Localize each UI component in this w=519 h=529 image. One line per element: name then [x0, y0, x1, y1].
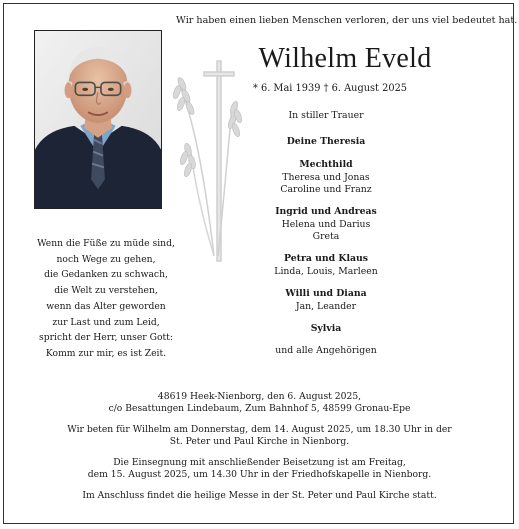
mourner-member: Jan, Leander — [295, 301, 357, 312]
mourners-list — [256, 110, 396, 357]
poem-line: Komm zur mir, es ist Zeit. — [45, 347, 167, 359]
service-details — [20, 391, 499, 511]
mourner-group — [256, 205, 396, 243]
address-block — [20, 391, 499, 415]
poem-line: zur Last und zum Leid, — [52, 316, 160, 328]
mourner-member: Greta — [312, 231, 340, 242]
mourner-member: Theresa und Jonas — [282, 172, 370, 183]
life-dates: * 6. Mai 1939 † 6. August 2025 — [252, 83, 408, 94]
poem-line: die Gedanken zu schwach, — [44, 269, 168, 281]
mourner-group-head: Mechthild — [299, 159, 353, 170]
deceased-name: Wilhelm Eveld — [258, 43, 432, 74]
poem — [18, 236, 194, 362]
mourner-group-head: Sylvia — [310, 323, 342, 334]
prayer-line: St. Peter und Paul Kirche in Nienborg. — [169, 436, 350, 447]
portrait-image — [35, 31, 161, 208]
prayer-line: Wir beten für Wilhelm am Donnerstag, dem 14. August 2025, um 18.30 Uhr in der — [67, 424, 452, 435]
mourner-member: Helena und Darius — [281, 219, 371, 230]
mourner-group-head: Willi und Diana — [285, 288, 367, 299]
blessing-block — [20, 457, 499, 481]
mourner-group — [256, 135, 396, 149]
blessing-line: dem 15. August 2025, um 14.30 Uhr in der Friedhofskapelle in Nienborg. — [87, 469, 432, 480]
mourner-member: Linda, Louis, Marleen — [274, 266, 378, 277]
mourner-group — [256, 287, 396, 313]
mass-block — [20, 490, 499, 502]
address-line: 48619 Heek-Nienborg, den 6. August 2025, — [157, 391, 362, 402]
blessing-line: Die Einsegnung mit anschließender Beisetzung ist am Freitag, — [113, 457, 406, 468]
mourner-group — [256, 158, 396, 196]
poem-line: spricht der Herr, unser Gott: — [39, 332, 173, 344]
mourning-closing: und alle Angehörigen — [275, 345, 377, 356]
mass-line: Im Anschluss findet die heilige Messe in der St. Peter und Paul Kirche statt. — [82, 490, 437, 501]
prayer-block — [20, 424, 499, 448]
mourner-member: Caroline und Franz — [280, 184, 372, 195]
poem-line: noch Wege zu gehen, — [56, 253, 156, 265]
mourner-group-head: Petra und Klaus — [284, 253, 368, 264]
poem-line: wenn das Alter geworden — [46, 300, 166, 312]
mourner-group-head: Deine Theresia — [286, 136, 366, 147]
portrait-photo — [34, 30, 162, 209]
poem-line: die Welt zu verstehen, — [54, 285, 158, 297]
mourner-group — [256, 322, 396, 336]
mourner-group — [256, 252, 396, 278]
intro-text: Wir haben einen lieben Menschen verloren, der uns viel bedeutet hat. — [176, 15, 518, 26]
poem-line: Wenn die Füße zu müde sind, — [37, 238, 175, 249]
mourner-group-head: Ingrid und Andreas — [275, 206, 377, 217]
address-line: c/o Besattungen Lindebaum, Zum Bahnhof 5, 48599 Gronau-Epe — [108, 403, 411, 414]
mourning-intro: In stiller Trauer — [288, 110, 364, 121]
